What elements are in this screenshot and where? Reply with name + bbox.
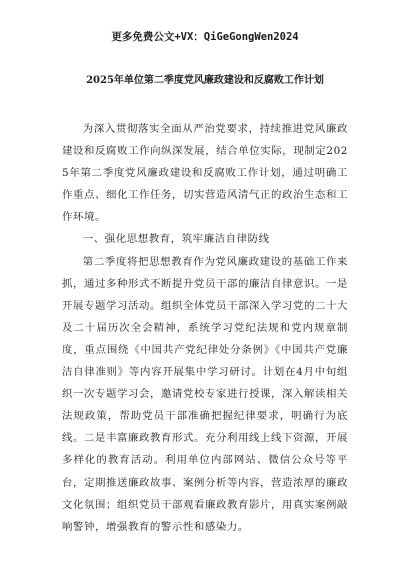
watermark-text: 更多免费公文+VX：QiGeGongWen2024 [111, 31, 299, 43]
section-heading-1: 一、强化思想教育，筑牢廉洁自律防线 [82, 233, 270, 246]
document-title: 2025年单位第二季度党风廉政建设和反腐败工作计划 [86, 75, 324, 86]
document-body [62, 118, 348, 538]
intro-paragraph: 为深入贯彻落实全面从严治党要求，持续推进党风廉政建设和反腐败工作向纵深发展，结合单位实际，现制定2025年第二季度党风廉政建设和反腐败工作计划，通过明确工作重点、细化工作任务，切实营造风清气正的政治生态和工作环境。 [62, 123, 348, 224]
section-1-paragraph: 第二季度将把思想教育作为党风廉政建设的基础工作来抓，通过多种形式不断提升党员干部的廉洁自律意识。一是开展专题学习活动。组织全体党员干部深入学习党的二十大及二十届历次全会精神，系统学习党纪法规和党内规章制度，重点围绕《中国共产党纪律处分条例》《中国共产党廉洁自律准则》等内容开展集中学习研讨。计划在4月中旬组织一次专题学习会，邀请党校专家进行授课，深入解读相关法规政策，帮助党员干部准确把握纪律要求，明确行为底线。二是丰富廉政教育形式。充分利用线上线下资源，开展多样化的教育活动。利用单位内部网站、微信公众号等平台，定期推送廉政故事、案例分析等内容，营造浓厚的廉政文化氛围；组织党员干部观看廉政教育影片，用真实案例敲响警钟，增强教育的警示性和感染力。 [62, 255, 348, 533]
